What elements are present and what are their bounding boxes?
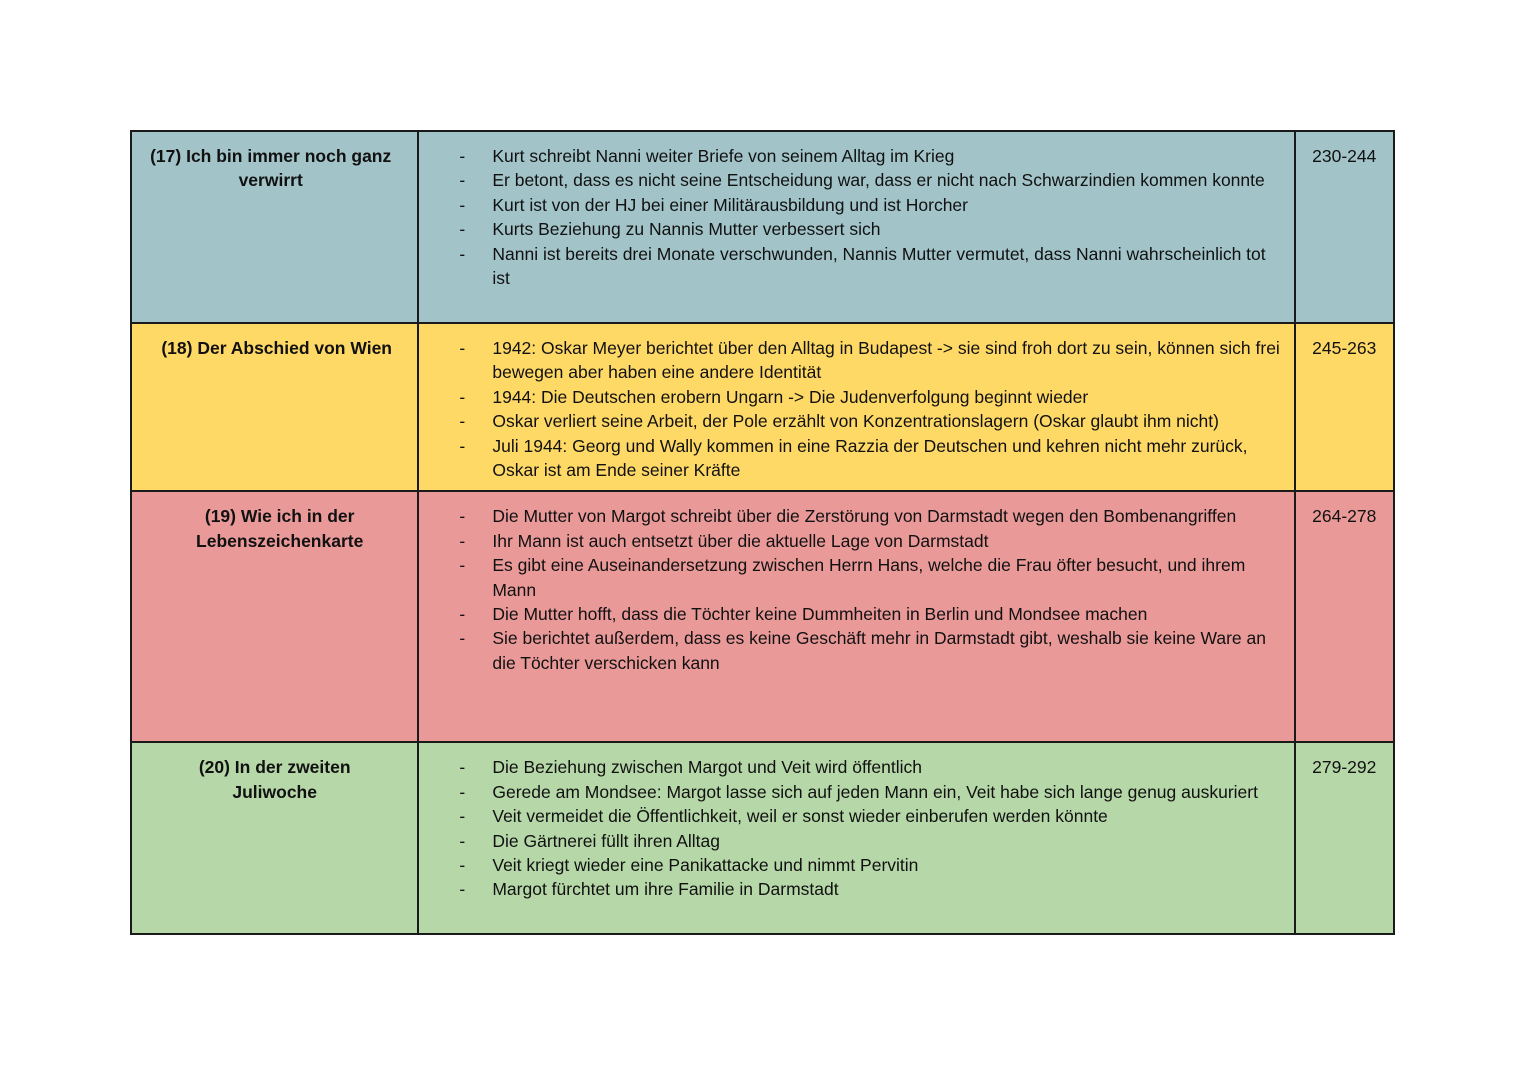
summary-item: - Kurt ist von der HJ bei einer Militärausbildung und ist Horcher: [419, 193, 1281, 217]
summary-item: - 1942: Oskar Meyer berichtet über den Alltag in Budapest -> sie sind froh dort zu sein, können sich frei bewegen aber haben eine andere Identität: [419, 336, 1281, 385]
chapter-row-17: [131, 131, 1394, 323]
page-range-cell: [1295, 323, 1394, 491]
page-range: 279-292: [1312, 757, 1377, 778]
summary-item: - Die Mutter von Margot schreibt über die Zerstörung von Darmstadt wegen den Bombenangriffen: [419, 504, 1281, 528]
page-range: 264-278: [1312, 506, 1377, 527]
page-range: 245-263: [1312, 338, 1377, 358]
summary-list: [419, 492, 1293, 683]
summary-item: - Oskar verliert seine Arbeit, der Pole erzählt von Konzentrationslagern (Oskar glaubt ihm nicht): [419, 409, 1281, 433]
summary-item: - Juli 1944: Georg und Wally kommen in eine Razzia der Deutschen und kehren nicht mehr zurück, Oskar ist am Ende seiner Kräfte: [419, 434, 1281, 483]
chapter-summary-table: [130, 130, 1395, 935]
chapter-summary-cell: [418, 131, 1294, 323]
chapter-title: (18) Der Abschied von Wien: [161, 338, 392, 358]
chapter-summary-cell: [418, 491, 1294, 742]
summary-list: [419, 132, 1293, 298]
summary-item: - Die Mutter hofft, dass die Töchter keine Dummheiten in Berlin und Mondsee machen: [419, 602, 1281, 626]
chapter-summary-cell: [418, 742, 1294, 934]
chapter-title: (19) Wie ich in der Lebenszeichenkarte: [196, 506, 364, 551]
summary-item: - Margot fürchtet um ihre Familie in Darmstadt: [419, 877, 1281, 901]
summary-item: - Sie berichtet außerdem, dass es keine Geschäft mehr in Darmstadt gibt, weshalb sie keine Ware an die Töchter verschicken kann: [419, 626, 1281, 675]
summary-item: - Es gibt eine Auseinandersetzung zwischen Herrn Hans, welche die Frau öfter besucht, und ihrem Mann: [419, 553, 1281, 602]
chapter-row-18: [131, 323, 1394, 491]
chapter-title: (20) In der zweiten Juliwoche: [198, 757, 351, 802]
summary-list: [419, 743, 1293, 909]
summary-item: - Kurts Beziehung zu Nannis Mutter verbessert sich: [419, 217, 1281, 241]
chapter-title-cell: [131, 323, 418, 491]
chapter-title-cell: [131, 742, 418, 934]
chapter-title-cell: [131, 491, 418, 742]
summary-item: - Veit kriegt wieder eine Panikattacke und nimmt Pervitin: [419, 853, 1281, 877]
summary-item: - Nanni ist bereits drei Monate verschwunden, Nannis Mutter vermutet, dass Nanni wahrscheinlich tot ist: [419, 242, 1281, 291]
chapter-row-19: [131, 491, 1394, 742]
summary-item: - Kurt schreibt Nanni weiter Briefe von seinem Alltag im Krieg: [419, 144, 1281, 168]
page-range: 230-244: [1312, 146, 1377, 166]
summary-list: [419, 324, 1293, 490]
summary-item: - 1944: Die Deutschen erobern Ungarn -> Die Judenverfolgung beginnt wieder: [419, 385, 1281, 409]
chapter-row-20: [131, 742, 1394, 934]
page-range-cell: [1295, 131, 1394, 323]
summary-item: - Er betont, dass es nicht seine Entscheidung war, dass er nicht nach Schwarzindien kommen konnte: [419, 168, 1281, 192]
summary-item: - Die Beziehung zwischen Margot und Veit wird öffentlich: [419, 755, 1281, 779]
summary-item: - Gerede am Mondsee: Margot lasse sich auf jeden Mann ein, Veit habe sich lange genug auskuriert: [419, 780, 1281, 804]
summary-item: - Die Gärtnerei füllt ihren Alltag: [419, 829, 1281, 853]
summary-item: - Veit vermeidet die Öffentlichkeit, weil er sonst wieder einberufen werden könnte: [419, 804, 1281, 828]
chapter-title-cell: [131, 131, 418, 323]
summary-item: - Ihr Mann ist auch entsetzt über die aktuelle Lage von Darmstadt: [419, 529, 1281, 553]
page-range-cell: [1295, 742, 1394, 934]
page-range-cell: [1295, 491, 1394, 742]
chapter-title: (17) Ich bin immer noch ganz verwirrt: [150, 146, 392, 191]
chapter-summary-cell: [418, 323, 1294, 491]
